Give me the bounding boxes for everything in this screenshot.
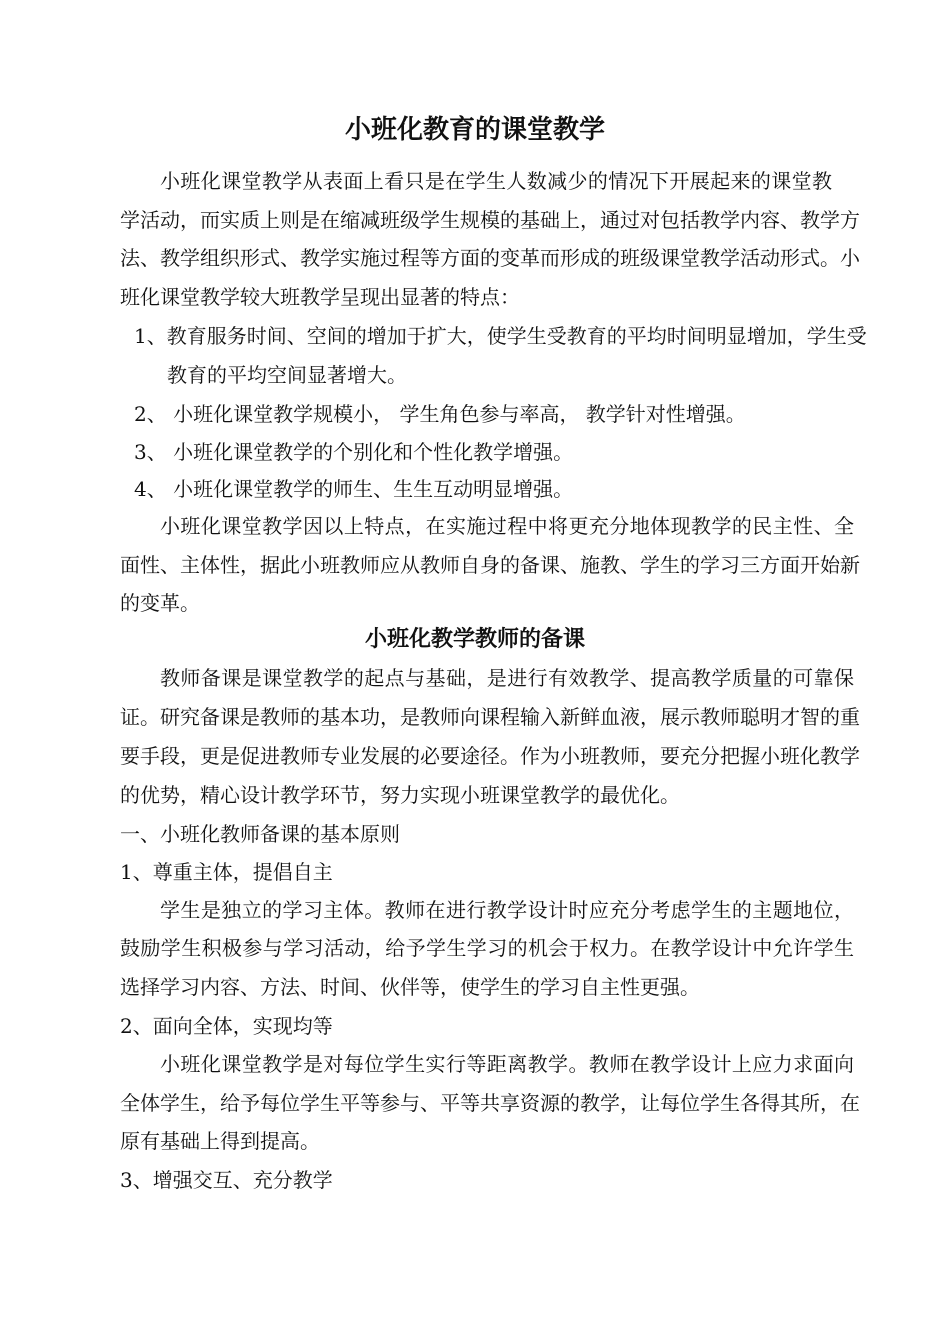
feature-item-2: 2、 小班化课堂教学规模小， 学生角色参与率高， 教学针对性增强。 xyxy=(134,402,746,426)
principle-2-line-2: 全体学生，给予每位学生平等参与、平等共享资源的教学，让每位学生各得其所，在 xyxy=(120,1091,860,1115)
intro-line-1: 小班化课堂教学从表面上看只是在学生人数减少的情况下开展起来的课堂教 xyxy=(160,169,832,193)
prep-line-4: 的优势，精心设计教学环节，努力实现小班课堂教学的最优化。 xyxy=(120,783,680,807)
feature-item-4: 4、 小班化课堂教学的师生、生生互动明显增强。 xyxy=(134,477,574,501)
intro-line-2: 学活动，而实质上则是在缩减班级学生规模的基础上，通过对包括教学内容、教学方 xyxy=(120,208,860,232)
intro-line-3: 法、教学组织形式、教学实施过程等方面的变革而形成的班级课堂教学活动形式。小 xyxy=(120,246,860,270)
prep-line-3: 要手段，更是促进教师专业发展的必要途径。作为小班教师，要充分把握小班化教学 xyxy=(120,744,860,768)
principle-1-line-3: 选择学习内容、方法、时间、伙伴等，使学生的学习自主性更强。 xyxy=(120,975,700,999)
prep-line-1: 教师备课是课堂教学的起点与基础，是进行有效教学、提高教学质量的可靠保 xyxy=(160,666,854,690)
principle-1-line-1: 学生是独立的学习主体。教师在进行教学设计时应充分考虑学生的主题地位， xyxy=(160,898,854,922)
feature-item-1-cont: 教育的平均空间显著增大。 xyxy=(167,363,407,387)
conclusion-line-1: 小班化课堂教学因以上特点，在实施过程中将更充分地体现教学的民主性、全 xyxy=(160,514,854,538)
intro-line-4: 班化课堂教学较大班教学呈现出显著的特点： xyxy=(120,285,520,309)
principle-2-line-1: 小班化课堂教学是对每位学生实行等距离教学。教师在教学设计上应力求面向 xyxy=(160,1052,854,1076)
principles-heading: 一、小班化教师备课的基本原则 xyxy=(120,822,400,846)
principle-2-line-3: 原有基础上得到提高。 xyxy=(120,1129,320,1153)
principle-2-heading: 2、面向全体，实现均等 xyxy=(120,1014,333,1038)
feature-item-3: 3、 小班化课堂教学的个别化和个性化教学增强。 xyxy=(134,440,574,464)
principle-3-heading: 3、增强交互、充分教学 xyxy=(120,1168,333,1192)
document-title: 小班化教育的课堂教学 xyxy=(344,115,605,145)
feature-item-1: 1、教育服务时间、空间的增加于扩大，使学生受教育的平均时间明显增加，学生受 xyxy=(134,324,867,348)
conclusion-line-3: 的变革。 xyxy=(120,591,200,615)
conclusion-line-2: 面性、主体性，据此小班教师应从教师自身的备课、施教、学生的学习三方面开始新 xyxy=(120,553,860,577)
prep-line-2: 证。研究备课是教师的基本功，是教师向课程输入新鲜血液，展示教师聪明才智的重 xyxy=(120,705,860,729)
principle-1-heading: 1、尊重主体，提倡自主 xyxy=(120,860,333,884)
section-title: 小班化教学教师的备课 xyxy=(364,627,585,652)
principle-1-line-2: 鼓励学生积极参与学习活动，给予学生学习的机会于权力。在教学设计中允许学生 xyxy=(120,936,854,960)
